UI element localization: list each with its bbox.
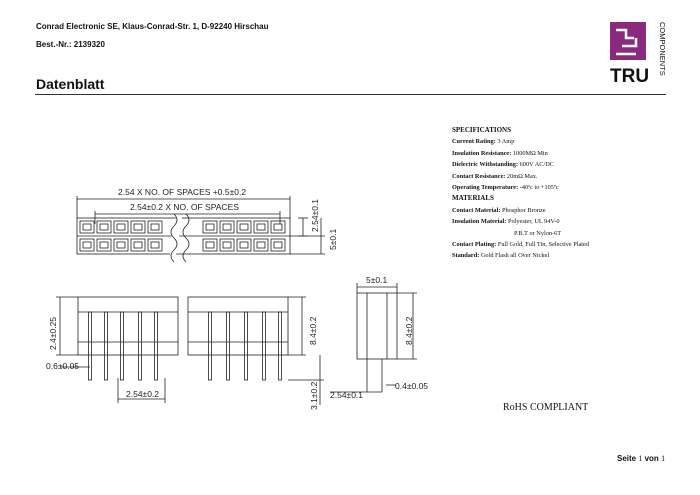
spec-row: Insulation Resistance: 1000MΩ Min [452,149,548,157]
contact-cell-inner [257,224,265,230]
dim-width: 2.54±0.1 [310,198,320,232]
dim-pitch-length: 2.54±0.2 X NO. OF SPACES [130,202,239,212]
front-view-body [78,297,178,355]
contact-cell-inner [100,242,108,248]
material-row: Contact Plating: Full Gold, Full Tin, Selective Plated [452,241,589,249]
contact-cell [114,239,128,251]
logo-brand-text: TRU [610,66,650,87]
material-row: Contact Material: Phosphor Bronze [452,206,546,214]
contact-cell-inner [223,224,231,230]
contact-cell [254,239,268,251]
dim-side-body-height: 8.4±0.2 [404,316,414,345]
pin [121,312,124,380]
company-address: Conrad Electronic SE, Klaus-Conrad-Str. 1, D-92240 Hirschau [36,22,269,31]
pin [139,312,142,380]
logo-sub-text: COMPONENTS [658,22,667,76]
dim-pin-length: 3.1±0.2 [309,381,319,410]
contact-cell-inner [151,224,159,230]
material-row: Standard: Gold Flash all Over Nickel [452,252,550,260]
contact-cell [114,221,128,233]
dim-side-top-width: 5±0.1 [366,275,388,285]
contact-cell-inner [83,242,91,248]
contact-cell [254,221,268,233]
dim-side-pitch: 2.54±0.1 [330,390,364,400]
rohs-label: RoHS COMPLIANT [503,402,589,413]
contact-cell [148,221,162,233]
front-view-body-right [188,297,288,355]
contact-cell-inner [274,224,282,230]
material-row: Insulation Material: Polyester, UL 94V-0 [452,218,560,226]
contact-cell [97,221,111,233]
contact-cell [220,221,234,233]
contact-cell [203,221,217,233]
contact-cell-inner [83,224,91,230]
contact-cell-inner [134,224,142,230]
pin [227,312,230,380]
contact-cell [203,239,217,251]
contact-cell-inner [223,242,231,248]
specifications-heading: SPECIFICATIONS [452,126,511,134]
contact-cell-inner [117,242,125,248]
contact-cell-inner [151,242,159,248]
specifications-block [452,125,692,262]
of-label: von [644,454,659,463]
contact-cell [80,239,94,251]
materials-heading: MATERIALS [452,194,494,203]
spec-row: Current Rating: 3 Amp [452,138,515,146]
material-row: P.B.T or Nylon-6T [514,229,562,237]
contact-cell [237,221,251,233]
contact-cell-inner [240,224,248,230]
page-footer [617,454,665,463]
pin [245,312,248,380]
page-number: 1 [638,454,643,463]
contact-cell-inner [117,224,125,230]
spec-row: Contact Resistance: 20mΩ Max. [452,172,538,180]
contact-cell-inner [100,224,108,230]
pin [155,312,158,380]
order-number: Best.-Nr.: 2139320 [36,40,105,49]
spec-row: Operating Temperature: -40ºc to +105ºc [452,184,559,192]
pin [105,312,108,380]
contact-cell [271,221,285,233]
page-label: Seite [617,454,637,463]
contact-cell [148,239,162,251]
contact-cell-inner [257,242,265,248]
contact-cell [131,239,145,251]
pin [263,312,266,380]
dim-front-body-height: 8.4±0.2 [308,316,318,345]
contact-cell-inner [134,242,142,248]
page-total: 1 [661,454,666,463]
contact-cell [220,239,234,251]
pin [209,312,212,380]
dim-standoff: 2.4±0.25 [48,316,58,350]
dim-overall-length: 2.54 X NO. OF SPACES +0.5±0.2 [118,187,247,197]
contact-cell-inner [206,224,214,230]
dim-pin-pitch: 2.54±0.2 [126,389,160,399]
side-view-body [357,293,397,359]
page-title: Datenblatt [36,76,105,92]
contact-cell [271,239,285,251]
pin [279,312,282,380]
contact-cell-inner [274,242,282,248]
dim-pin-dia: 0.6±0.05 [46,361,80,371]
pin [89,312,92,380]
contact-cell-inner [240,242,248,248]
contact-cell [97,239,111,251]
contact-cell [131,221,145,233]
spec-row: Dielectric Withstanding: 600V AC/DC [452,161,554,169]
contact-cell [237,239,251,251]
contact-cell [80,221,94,233]
contact-cell-inner [206,242,214,248]
dim-row-height: 5±0.1 [328,228,338,250]
dim-pin-thickness: 0.4±0.05 [395,381,429,391]
